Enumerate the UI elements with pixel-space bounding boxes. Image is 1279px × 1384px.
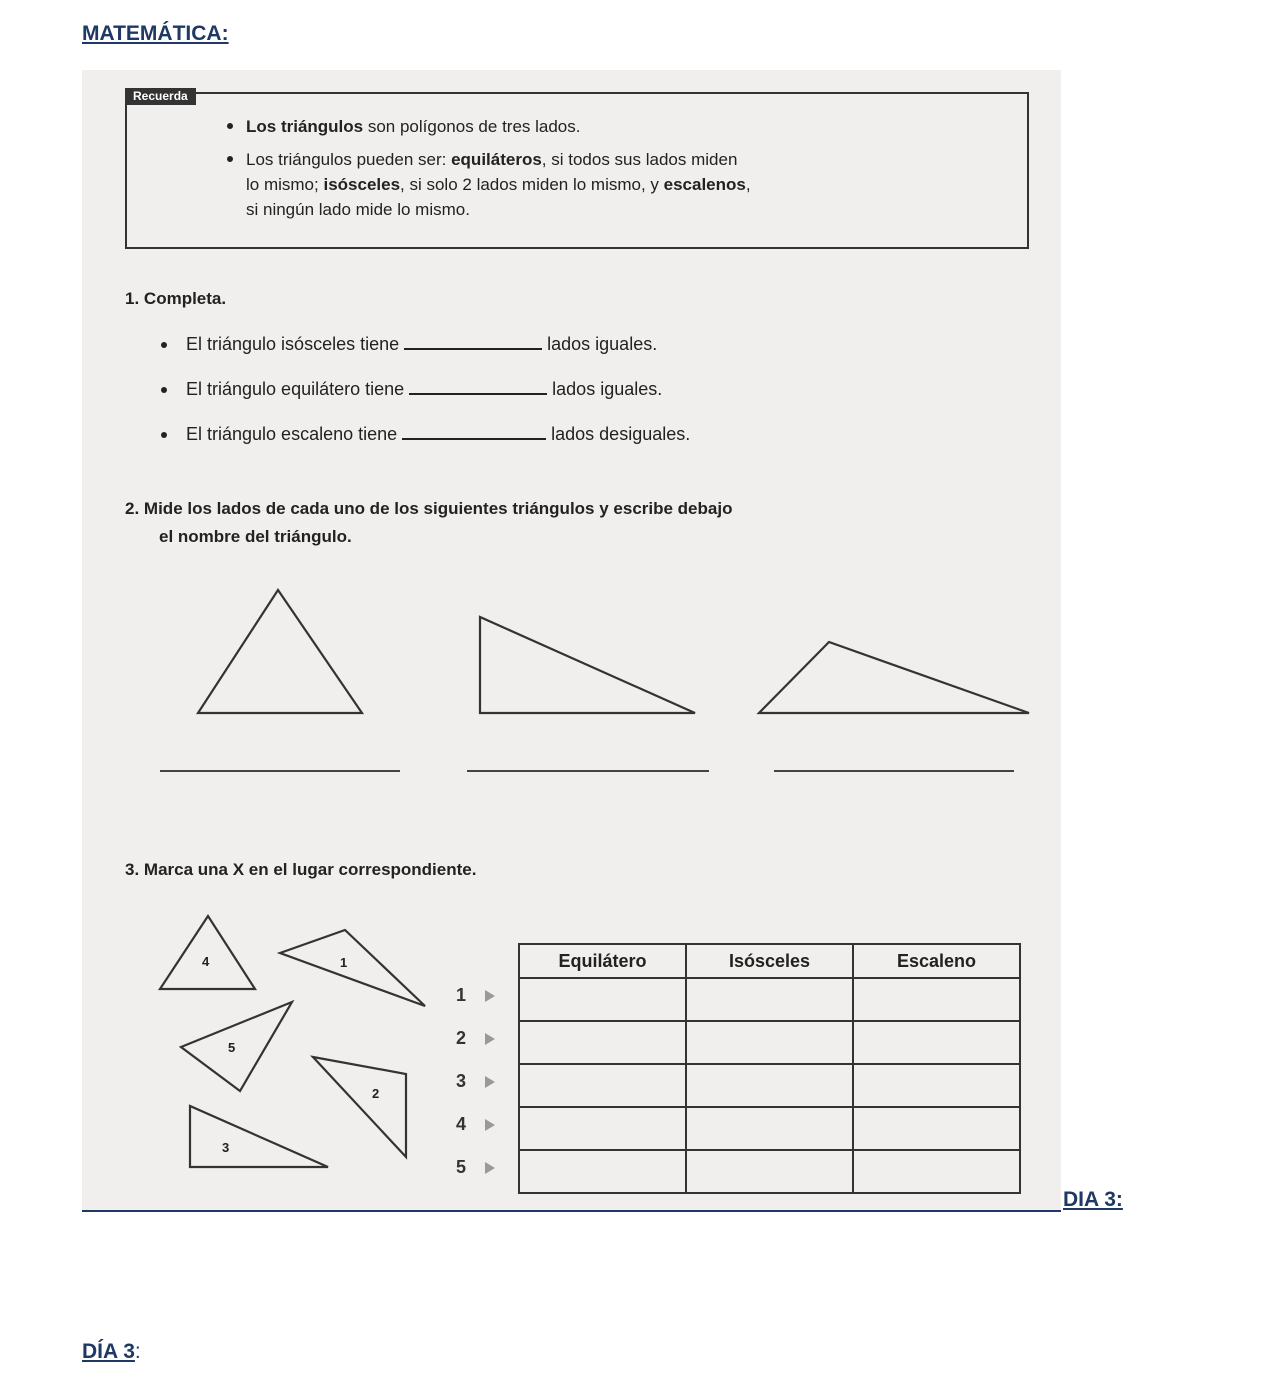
day-3-heading-text: DÍA 3: [82, 1340, 135, 1363]
reminder-bold-term: equiláteros: [451, 150, 542, 169]
reminder-text: Los triángulos pueden ser:: [246, 150, 452, 169]
section-underline: [82, 1210, 1061, 1212]
table-cell[interactable]: [853, 978, 1020, 1021]
question-3-heading: [125, 860, 476, 880]
answer-line[interactable]: [160, 770, 400, 772]
triangle-label: 2: [372, 1086, 380, 1101]
page-title: MATEMÁTICA:: [82, 22, 229, 45]
day-3-heading-colon: :: [134, 1340, 141, 1363]
equilateral-triangle: [198, 590, 362, 713]
arrow-icon: [485, 1076, 495, 1088]
col-header-equilatero: Equilátero: [519, 944, 686, 978]
row-number: 2: [456, 1028, 467, 1048]
reminder-bold-term: isósceles: [323, 175, 401, 194]
table-row: [519, 1064, 1020, 1107]
col-header-isosceles: Isósceles: [686, 944, 853, 978]
col-header-escaleno: Escaleno: [853, 944, 1020, 978]
triangle-label: 4: [202, 954, 210, 969]
q1-item-text: lados iguales.: [542, 334, 658, 354]
table-cell[interactable]: [519, 1150, 686, 1193]
table-cell[interactable]: [853, 1107, 1020, 1150]
table-cell[interactable]: [853, 1021, 1020, 1064]
q1-item-text: El triángulo escaleno tiene: [186, 424, 403, 444]
table-cell[interactable]: [519, 1064, 686, 1107]
q1-item-text: El triángulo equilátero tiene: [186, 379, 410, 399]
row-number: 5: [456, 1157, 467, 1177]
table-row: [519, 1150, 1020, 1193]
classification-table: [518, 943, 1021, 1194]
worksheet-image: [82, 70, 1061, 1210]
question-text: Mide los lados de cada uno de los siguientes triángulos y escribe debajo: [143, 499, 733, 518]
reminder-line-4: si ningún lado mide lo mismo.: [246, 200, 470, 219]
table-cell[interactable]: [853, 1150, 1020, 1193]
table-cell[interactable]: [686, 978, 853, 1021]
answer-line[interactable]: [774, 770, 1014, 772]
question-text: el nombre del triángulo.: [159, 527, 352, 546]
table-cell[interactable]: [686, 1107, 853, 1150]
right-triangle: [480, 617, 695, 713]
reminder-bold-term: escalenos: [663, 175, 746, 194]
table-cell[interactable]: [686, 1064, 853, 1107]
table-cell[interactable]: [686, 1021, 853, 1064]
question-text: Completa.: [143, 289, 227, 308]
triangle-label: 3: [222, 1140, 230, 1155]
row-number: 3: [456, 1071, 467, 1091]
reminder-text: , si todos sus lados miden: [541, 150, 738, 169]
reminder-text: , si solo 2 lados miden lo mismo, y: [400, 175, 664, 194]
reminder-text: lo mismo;: [246, 175, 324, 194]
row-number: 1: [456, 985, 467, 1005]
table-row: [519, 978, 1020, 1021]
table-row: [519, 1021, 1020, 1064]
reminder-bold-term: Los triángulos: [246, 117, 364, 136]
q1-item-text: El triángulo isósceles tiene: [186, 334, 405, 354]
table-cell[interactable]: [519, 1107, 686, 1150]
answer-line[interactable]: [467, 770, 709, 772]
triangle-5: [181, 1002, 292, 1091]
question-number: 3.: [125, 860, 140, 879]
scalene-triangle: [759, 642, 1029, 713]
arrow-icon: [485, 1119, 495, 1131]
table-cell[interactable]: [686, 1150, 853, 1193]
reminder-text: ,: [745, 175, 751, 194]
question-number: 1.: [125, 289, 140, 308]
table-cell[interactable]: [853, 1064, 1020, 1107]
table-cell[interactable]: [519, 1021, 686, 1064]
reminder-tag: Recuerda: [125, 88, 196, 105]
day-3-heading-right: DIA 3:: [1063, 1188, 1123, 1211]
triangle-label: 5: [228, 1040, 236, 1055]
triangle-label: 1: [340, 955, 348, 970]
q1-item-text: lados iguales.: [547, 379, 663, 399]
table-row: [519, 1107, 1020, 1150]
reminder-text: son polígonos de tres lados.: [363, 117, 581, 136]
question-number: 2.: [125, 499, 140, 518]
q1-item-text: lados desiguales.: [546, 424, 691, 444]
triangle-2: [313, 1057, 406, 1157]
triangle-4: [160, 916, 255, 989]
arrow-icon: [485, 1162, 495, 1174]
day-3-heading: [82, 1340, 141, 1364]
triangle-3: [190, 1106, 328, 1167]
triangle-1: [280, 930, 425, 1006]
arrow-icon: [485, 990, 495, 1002]
arrow-icon: [485, 1033, 495, 1045]
table-cell[interactable]: [519, 978, 686, 1021]
question-text: Marca una X en el lugar correspondiente.: [143, 860, 477, 879]
row-number: 4: [456, 1114, 467, 1134]
